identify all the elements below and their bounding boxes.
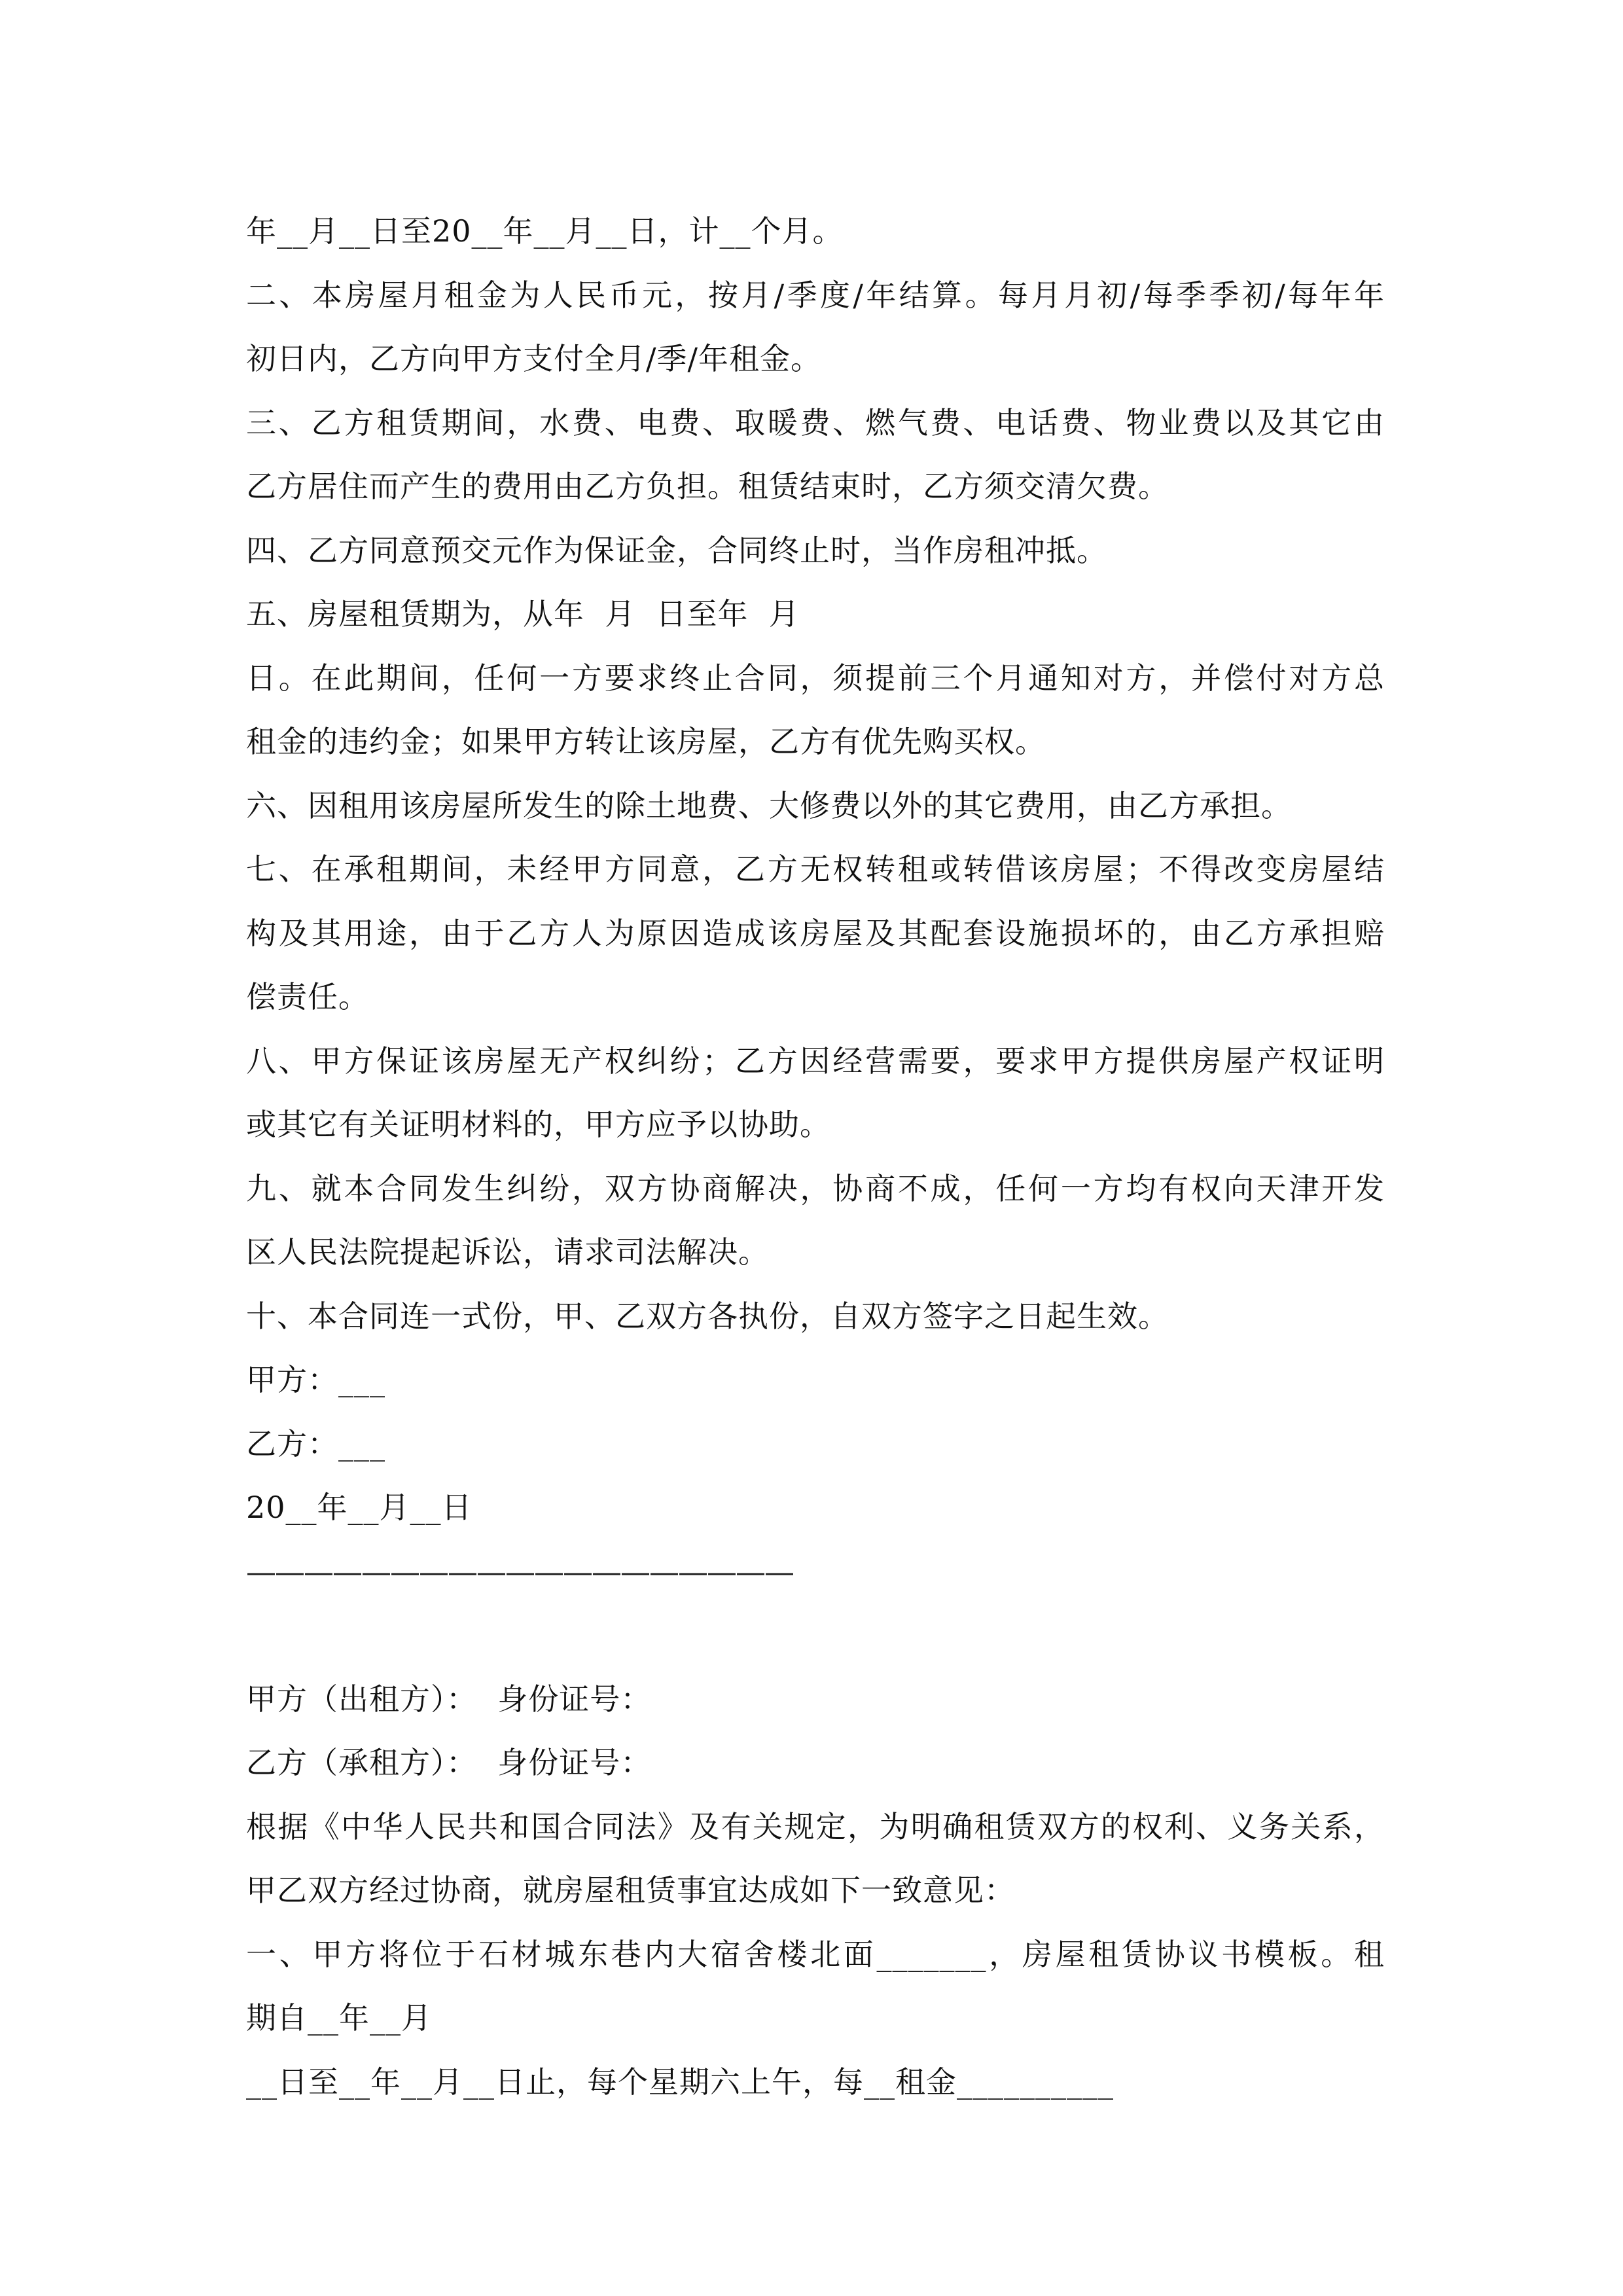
text-line-new-clause-1a: 一、甲方将位于石材城东巷内大宿舍楼北面_______，房屋租赁协议书模板。租 — [246, 1936, 1385, 1972]
text-line-clause-5b: 日。在此期间，任何一方要求终止合同，须提前三个月通知对方，并偿付对方总 — [246, 660, 1385, 696]
text-line-new-clause-1c: __日至__年__月__日止，每个星期六上午，每__租金__________ — [246, 2064, 1114, 2100]
text-line-clause-9b: 区人民法院提起诉讼，请求司法解决。 — [246, 1234, 769, 1270]
text-line-clause-5a: 五、房屋租赁期为，从年 月 日至年 月 — [246, 596, 800, 632]
text-line-clause-7c: 偿责任。 — [246, 979, 369, 1014]
text-line-clause-7a: 七、在承租期间，未经甲方同意，乙方无权转租或转借该房屋；不得改变房屋结 — [246, 852, 1385, 887]
signature-date: 20__年__月__日 — [246, 1490, 473, 1525]
text-line-clause-2a: 二、本房屋月租金为人民币元，按月/季度/年结算。每月月初/每季季初/每年年 — [246, 277, 1385, 313]
text-line-preamble-a: 根据《中华人民共和国合同法》及有关规定，为明确租赁双方的权利、义务关系， — [246, 1808, 1385, 1844]
signature-party-b: 乙方：___ — [246, 1426, 385, 1462]
text-line-clause-2b: 初日内，乙方向甲方支付全月/季/年租金。 — [246, 341, 821, 376]
text-line-clause-7b: 构及其用途，由于乙方人为原因造成该房屋及其配套设施损坏的，由乙方承担赔 — [246, 915, 1385, 951]
text-line-clause-8b: 或其它有关证明材料的，甲方应予以协助。 — [246, 1107, 830, 1142]
signature-party-a: 甲方：___ — [246, 1362, 385, 1397]
text-line-new-clause-1b: 期自__年__月 — [246, 2000, 432, 2036]
text-line-tenant-id: 乙方（承租方）： 身份证号： — [246, 1745, 652, 1780]
text-line-clause-10: 十、本合同连一式份，甲、乙双方各执份，自双方签字之日起生效。 — [246, 1298, 1169, 1334]
text-line-clause-3a: 三、乙方租赁期间，水费、电费、取暖费、燃气费、电话费、物业费以及其它由 — [246, 404, 1385, 440]
text-line-clause-5c: 租金的违约金；如果甲方转让该房屋，乙方有优先购买权。 — [246, 724, 1046, 759]
text-line-preamble-b: 甲乙双方经过协商，就房屋租赁事宜达成如下一致意见： — [246, 1873, 1015, 1908]
text-line-clause-3b: 乙方居住而产生的费用由乙方负担。租赁结束时，乙方须交清欠费。 — [246, 469, 1169, 504]
text-line-clause-9a: 九、就本合同发生纠纷，双方协商解决，协商不成，任何一方均有权向天津开发 — [246, 1170, 1385, 1206]
text-line-clause-4: 四、乙方同意预交元作为保证金，合同终止时，当作房租冲抵。 — [246, 532, 1107, 568]
document-body — [246, 200, 1385, 2114]
text-line-clause-6: 六、因租用该房屋所发生的除土地费、大修费以外的其它费用，由乙方承担。 — [246, 787, 1292, 823]
text-line-term-end: 年__月__日至20__年__月__日，计__个月。 — [246, 213, 844, 249]
text-line-clause-8a: 八、甲方保证该房屋无产权纠纷；乙方因经营需要，要求甲方提供房屋产权证明 — [246, 1043, 1385, 1079]
section-separator: ——————————————————— — [246, 1553, 793, 1589]
text-line-landlord-id: 甲方（出租方）： 身份证号： — [246, 1681, 652, 1717]
blank-gap — [246, 1604, 1385, 1668]
